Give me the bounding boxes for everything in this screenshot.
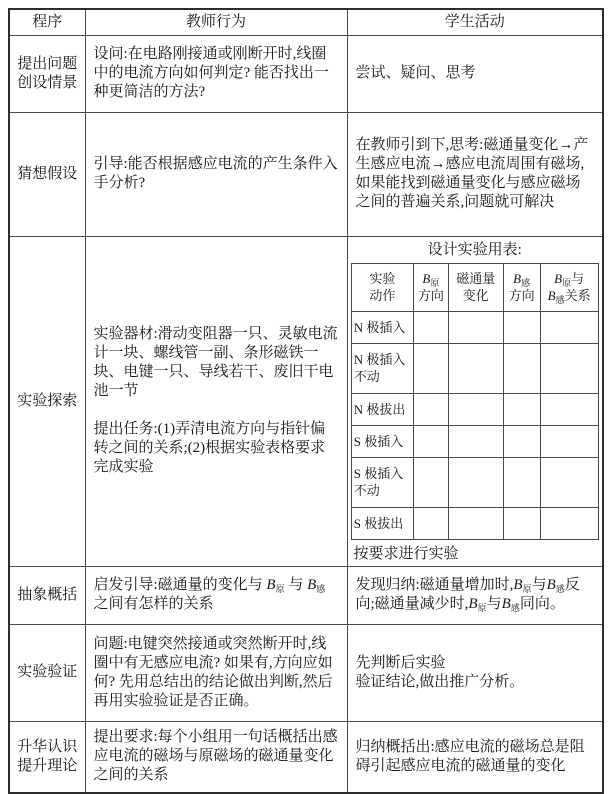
empty-cell xyxy=(540,343,598,393)
col-header-student-activity: 学生活动 xyxy=(347,9,603,35)
lesson-plan-table xyxy=(8,8,604,794)
empty-cell xyxy=(540,425,598,457)
empty-cell xyxy=(540,311,598,343)
empty-cell xyxy=(448,343,503,393)
empty-cell xyxy=(540,393,598,425)
student-cell: 归纳概括出:感应电流的磁场总是阻碍引起感应电流的磁通量的变化 xyxy=(347,721,603,793)
action-label: S 极插入 xyxy=(351,425,413,457)
empty-cell xyxy=(414,457,449,507)
experiment-row-s-insert xyxy=(351,425,598,457)
table-row-raise-question xyxy=(9,35,603,112)
empty-cell xyxy=(503,393,540,425)
empty-cell xyxy=(503,457,540,507)
empty-cell xyxy=(503,343,540,393)
empty-cell xyxy=(414,393,449,425)
exp-col-b-original-direction: $B_原$ 方向 xyxy=(414,263,449,311)
teacher-cell xyxy=(85,236,347,566)
table-row-experiment-exploration xyxy=(9,236,603,566)
empty-cell xyxy=(540,457,598,507)
teacher-cell: 设问:在电路刚接通或刚断开时,线圈中的电流方向如何判定? 能否找出一种更简洁的方法? xyxy=(85,35,347,112)
table-row-hypothesis xyxy=(9,112,603,236)
table-row-sublimate-theory xyxy=(9,721,603,793)
exp-col-flux-change: 磁通量 变化 xyxy=(448,263,503,311)
action-label: S 极插入不动 xyxy=(351,457,413,507)
stage-cell: 提出问题创设情景 xyxy=(9,35,85,112)
student-cell: 在教师引到下,思考:磁通量变化→产生感应电流→感应电流周围有磁场,如果能找到磁通量变化与感应磁场之间的普遍关系,问题就可解决 xyxy=(347,112,603,236)
experiment-table-caption: 设计实验用表: xyxy=(427,241,522,258)
empty-cell xyxy=(414,425,449,457)
experiment-row-n-pullout xyxy=(351,393,598,425)
experiment-row-n-insert xyxy=(351,311,598,343)
action-label: S 极拔出 xyxy=(351,507,413,539)
student-cell: 发现归纳:磁通量增加时$,B_原$与$B_感$反向;磁通量减少时$,B_原$与$B_感$同向。 xyxy=(347,566,603,624)
table-row-abstract-generalize xyxy=(9,566,603,624)
experiment-row-n-insert-hold xyxy=(351,343,598,393)
action-label: N 极插入 xyxy=(351,311,413,343)
stage-cell: 猜想假设 xyxy=(9,112,85,236)
action-label: N 极拔出 xyxy=(351,393,413,425)
teacher-cell: 引导:能否根据感应电流的产生条件入手分析? xyxy=(85,112,347,236)
experiment-header-row xyxy=(351,263,598,311)
experiment-row-s-pullout xyxy=(351,507,598,539)
student-cell xyxy=(347,236,603,566)
empty-cell xyxy=(503,507,540,539)
empty-cell xyxy=(448,311,503,343)
empty-cell xyxy=(503,425,540,457)
teacher-cell: 启发引导:磁通量的变化与 $B_原$ 与 $B_感$ 之间有怎样的关系 xyxy=(85,566,347,624)
experiment-tasks-text: 提出任务:(1)弄清电流方向与指针偏转之间的关系;(2)根据实验表格要求完成实验 xyxy=(93,421,326,475)
exp-col-b-induced-direction: $B_感$ 方向 xyxy=(503,263,540,311)
exp-col-b-relation: $B_原$与 $B_感$关系 xyxy=(540,263,598,311)
student-cell: 尝试、疑问、思考 xyxy=(347,35,603,112)
experiment-materials-text: 实验器材:滑动变阻器一只、灵敏电流计一块、螺线管一副、条形磁铁一块、电键一只、导线若干、废旧干电池一节 xyxy=(93,326,338,399)
teacher-cell: 问题:电键突然接通或突然断开时,线圈中有无感应电流? 如果有,方向应如何? 先用总结出的结论做出判断,然后再用实验验证是否正确。 xyxy=(85,624,347,721)
experiment-row-s-insert-hold xyxy=(351,457,598,507)
col-header-teacher-behavior: 教师行为 xyxy=(85,9,347,35)
empty-cell xyxy=(414,507,449,539)
empty-cell xyxy=(503,311,540,343)
stage-cell: 实验验证 xyxy=(9,624,85,721)
table-row-experiment-verify xyxy=(9,624,603,721)
header-row xyxy=(9,9,603,35)
exp-col-action: 实验 动作 xyxy=(351,263,413,311)
empty-cell xyxy=(414,311,449,343)
stage-cell: 抽象概括 xyxy=(9,566,85,624)
empty-cell xyxy=(540,507,598,539)
empty-cell xyxy=(448,425,503,457)
stage-cell: 实验探索 xyxy=(9,236,85,566)
student-cell: 先判断后实验 验证结论,做出推广分析。 xyxy=(347,624,603,721)
empty-cell xyxy=(414,343,449,393)
empty-cell xyxy=(448,393,503,425)
action-label: N 极插入不动 xyxy=(351,343,413,393)
teacher-cell: 提出要求:每个小组用一句话概括出感应电流的磁场与原磁场的磁通量变化之间的关系 xyxy=(85,721,347,793)
experiment-instruction-note: 按要求进行实验 xyxy=(353,545,459,562)
stage-cell: 升华认识提升理论 xyxy=(9,721,85,793)
experiment-record-table xyxy=(351,263,599,540)
col-header-procedure: 程序 xyxy=(9,9,85,35)
empty-cell xyxy=(448,507,503,539)
empty-cell xyxy=(448,457,503,507)
